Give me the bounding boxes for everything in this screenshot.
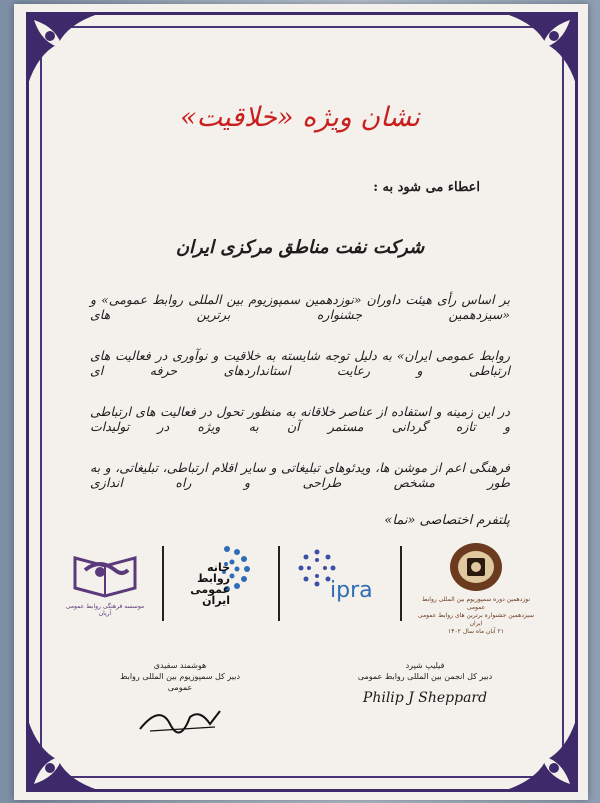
body-line-2: روابط عمومی ایران» به دلیل توجه شایسته به خلاقیت و نوآوری در فعالیت های ارتباطی و رعایت استانداردهای حرفه ای: [90, 348, 510, 378]
logo-separator-2: [278, 546, 280, 621]
khaneh-logo: [172, 544, 267, 629]
company-name: شرکت نفت مناطق مرکزی ایران: [175, 237, 425, 258]
body-line-3: در این زمینه و استفاده از عناصر خلاقانه به منظور تحول در فعالیت های ارتباطی و تازه گردانی مستمر آن به ویژه در تولیدات: [90, 404, 510, 434]
body-line-1: بر اساس رأی هیئت داوران «نوزدهمین سمپوزیوم بین المللی روابط عمومی» و «سیزدهمین جشنواره برترین های: [90, 292, 510, 322]
khaneh-word-1: خانه: [207, 561, 230, 574]
handshake-book-icon: [70, 548, 140, 598]
corner-ornament-bottom-left-icon: [28, 720, 98, 790]
signature-right: [350, 660, 500, 706]
khaneh-word-2: روابط: [197, 572, 230, 585]
symposium-caption: نوزدهمین دوره سمپوزیوم بین المللی روابط عمومی سیزدهمین جشنواره برترین های روابط عمومی ایران ۲۱ آبان ماه سال ۱۴۰۲: [417, 596, 535, 635]
signature-left-name: هوشمند سفیدی: [153, 661, 207, 670]
logos-row: [60, 538, 540, 638]
closing-line: پلتفرم اختصاصی «نما»: [384, 513, 510, 528]
symposium-emblem-icon: [449, 542, 503, 592]
signature-left: [110, 660, 250, 743]
logo-separator-3: [400, 546, 402, 621]
symposium-logo: [412, 542, 540, 636]
certificate-title: نشان ویژه «خلاقیت»: [180, 102, 420, 133]
given-to-label: اعطاء می شود به :: [373, 180, 480, 195]
signature-left-scribble-icon: [130, 699, 230, 739]
signature-left-role: دبیر کل سمپوزیوم بین المللی روابط عمومی: [120, 672, 240, 692]
ipra-wordmark: ipra: [330, 578, 373, 603]
institute-logo: [60, 548, 150, 628]
body-line-4: فرهنگی اعم از موشن ها، ویدئوهای تبلیغاتی و سایر اقلام ارتباطی، تبلیغاتی، و به طور مشخص طراحی و راه اندازی: [90, 460, 510, 490]
signature-right-role: دبیر کل انجمن بین المللی روابط عمومی: [357, 672, 493, 681]
khaneh-word-4: ایران: [202, 594, 230, 607]
institute-caption: موسسه فرهنگی روابط عمومی آریان: [65, 603, 145, 617]
signature-right-name: فیلیپ شپرد: [405, 661, 445, 670]
logo-separator-1: [162, 546, 164, 621]
corner-ornament-top-left-icon: [28, 14, 98, 84]
corner-ornament-bottom-right-icon: [506, 720, 576, 790]
khaneh-word-3: عمومی: [190, 583, 230, 596]
ipra-logo: [292, 548, 387, 628]
corner-ornament-top-right-icon: [506, 14, 576, 84]
signature-right-script: Philip J Sheppard: [362, 690, 488, 706]
